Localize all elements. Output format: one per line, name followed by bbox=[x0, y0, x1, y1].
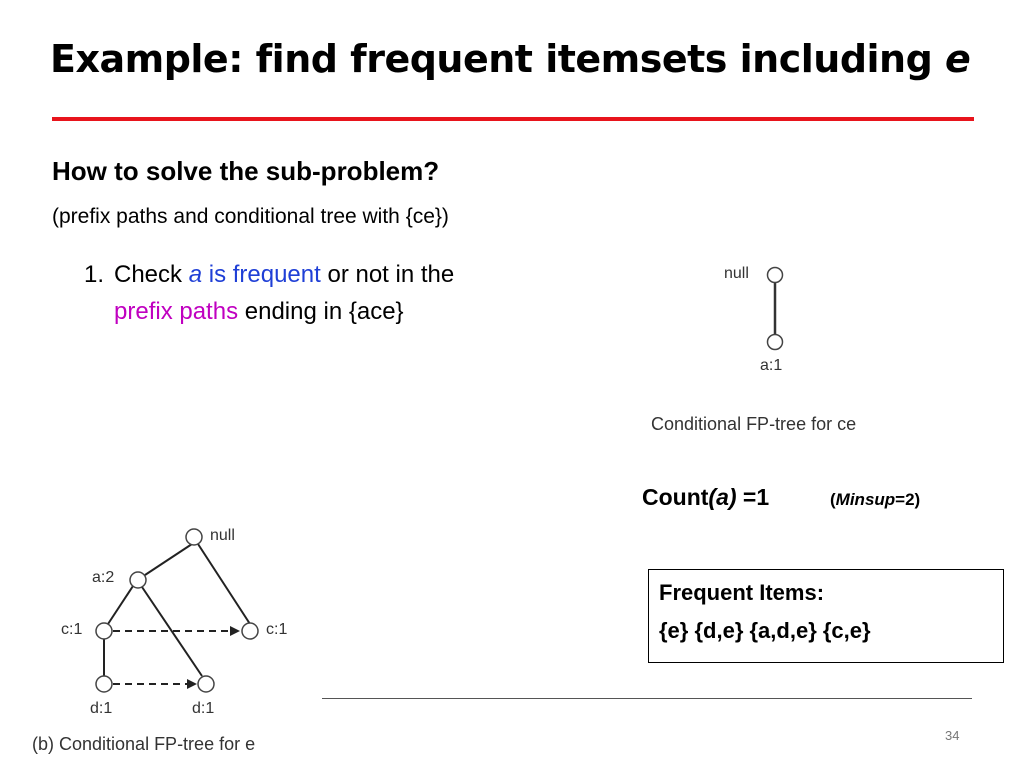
slide-title-text: Example: find frequent itemsets including bbox=[50, 37, 946, 81]
tree-c-left-node bbox=[96, 623, 112, 639]
small-tree-null-node bbox=[768, 268, 783, 283]
big-conditional-tree bbox=[96, 529, 258, 692]
count-value: =1 bbox=[736, 484, 770, 510]
tree-d-right-label: d:1 bbox=[192, 700, 215, 717]
edge-null-a bbox=[145, 544, 192, 575]
tree-d-right-node bbox=[198, 676, 214, 692]
tree-null-node bbox=[186, 529, 202, 545]
frequent-items-list: {e} {d,e} {a,d,e} {c,e} bbox=[659, 618, 871, 643]
tree-a-node bbox=[130, 572, 146, 588]
section-subheading: (prefix paths and conditional tree with {ce}) bbox=[52, 205, 449, 228]
step-item-a: a bbox=[188, 261, 203, 288]
small-tree-a-label: a:1 bbox=[760, 357, 783, 374]
small-tree-a-node bbox=[768, 335, 783, 350]
step-text-or-not: or not in the bbox=[320, 261, 455, 288]
section-heading: How to solve the sub-problem? bbox=[52, 156, 440, 186]
small-tree-caption: Conditional FP-tree for ce bbox=[651, 414, 857, 434]
count-item: (a) bbox=[708, 484, 737, 510]
frequent-items-box bbox=[648, 569, 1004, 663]
step-text-ending: ending in {ace} bbox=[238, 298, 404, 325]
tree-a-label: a:2 bbox=[92, 569, 115, 586]
count-statement bbox=[642, 484, 769, 511]
step-text-prefix-paths: prefix paths bbox=[114, 298, 239, 325]
frequent-items-header: Frequent Items: bbox=[659, 580, 825, 605]
tree-c-right-label: c:1 bbox=[266, 621, 288, 638]
minsup-value: =2) bbox=[895, 490, 921, 509]
edge-null-c-right bbox=[198, 544, 250, 624]
tree-d-left-node bbox=[96, 676, 112, 692]
footer-rule bbox=[322, 698, 972, 699]
tree-c-right-node bbox=[242, 623, 258, 639]
edge-a-c-left bbox=[108, 586, 133, 624]
minsup-note bbox=[830, 490, 920, 510]
tree-c-left-label: c:1 bbox=[61, 621, 83, 638]
page-number: 34 bbox=[945, 728, 960, 743]
step-text-frequent: is frequent bbox=[202, 261, 321, 288]
small-tree-null-label: null bbox=[724, 265, 749, 282]
slide-title-item: e bbox=[945, 37, 971, 81]
step-number: 1. bbox=[84, 261, 105, 288]
step-text-check: Check bbox=[114, 261, 189, 288]
small-conditional-tree bbox=[768, 268, 783, 350]
big-tree-caption: (b) Conditional FP-tree for e bbox=[32, 734, 256, 754]
tree-d-left-label: d:1 bbox=[90, 700, 113, 717]
minsup-name: Minsup bbox=[835, 490, 896, 509]
minsup-open: ( bbox=[830, 490, 836, 509]
count-prefix: Count bbox=[642, 484, 709, 510]
tree-null-label: null bbox=[210, 527, 235, 544]
